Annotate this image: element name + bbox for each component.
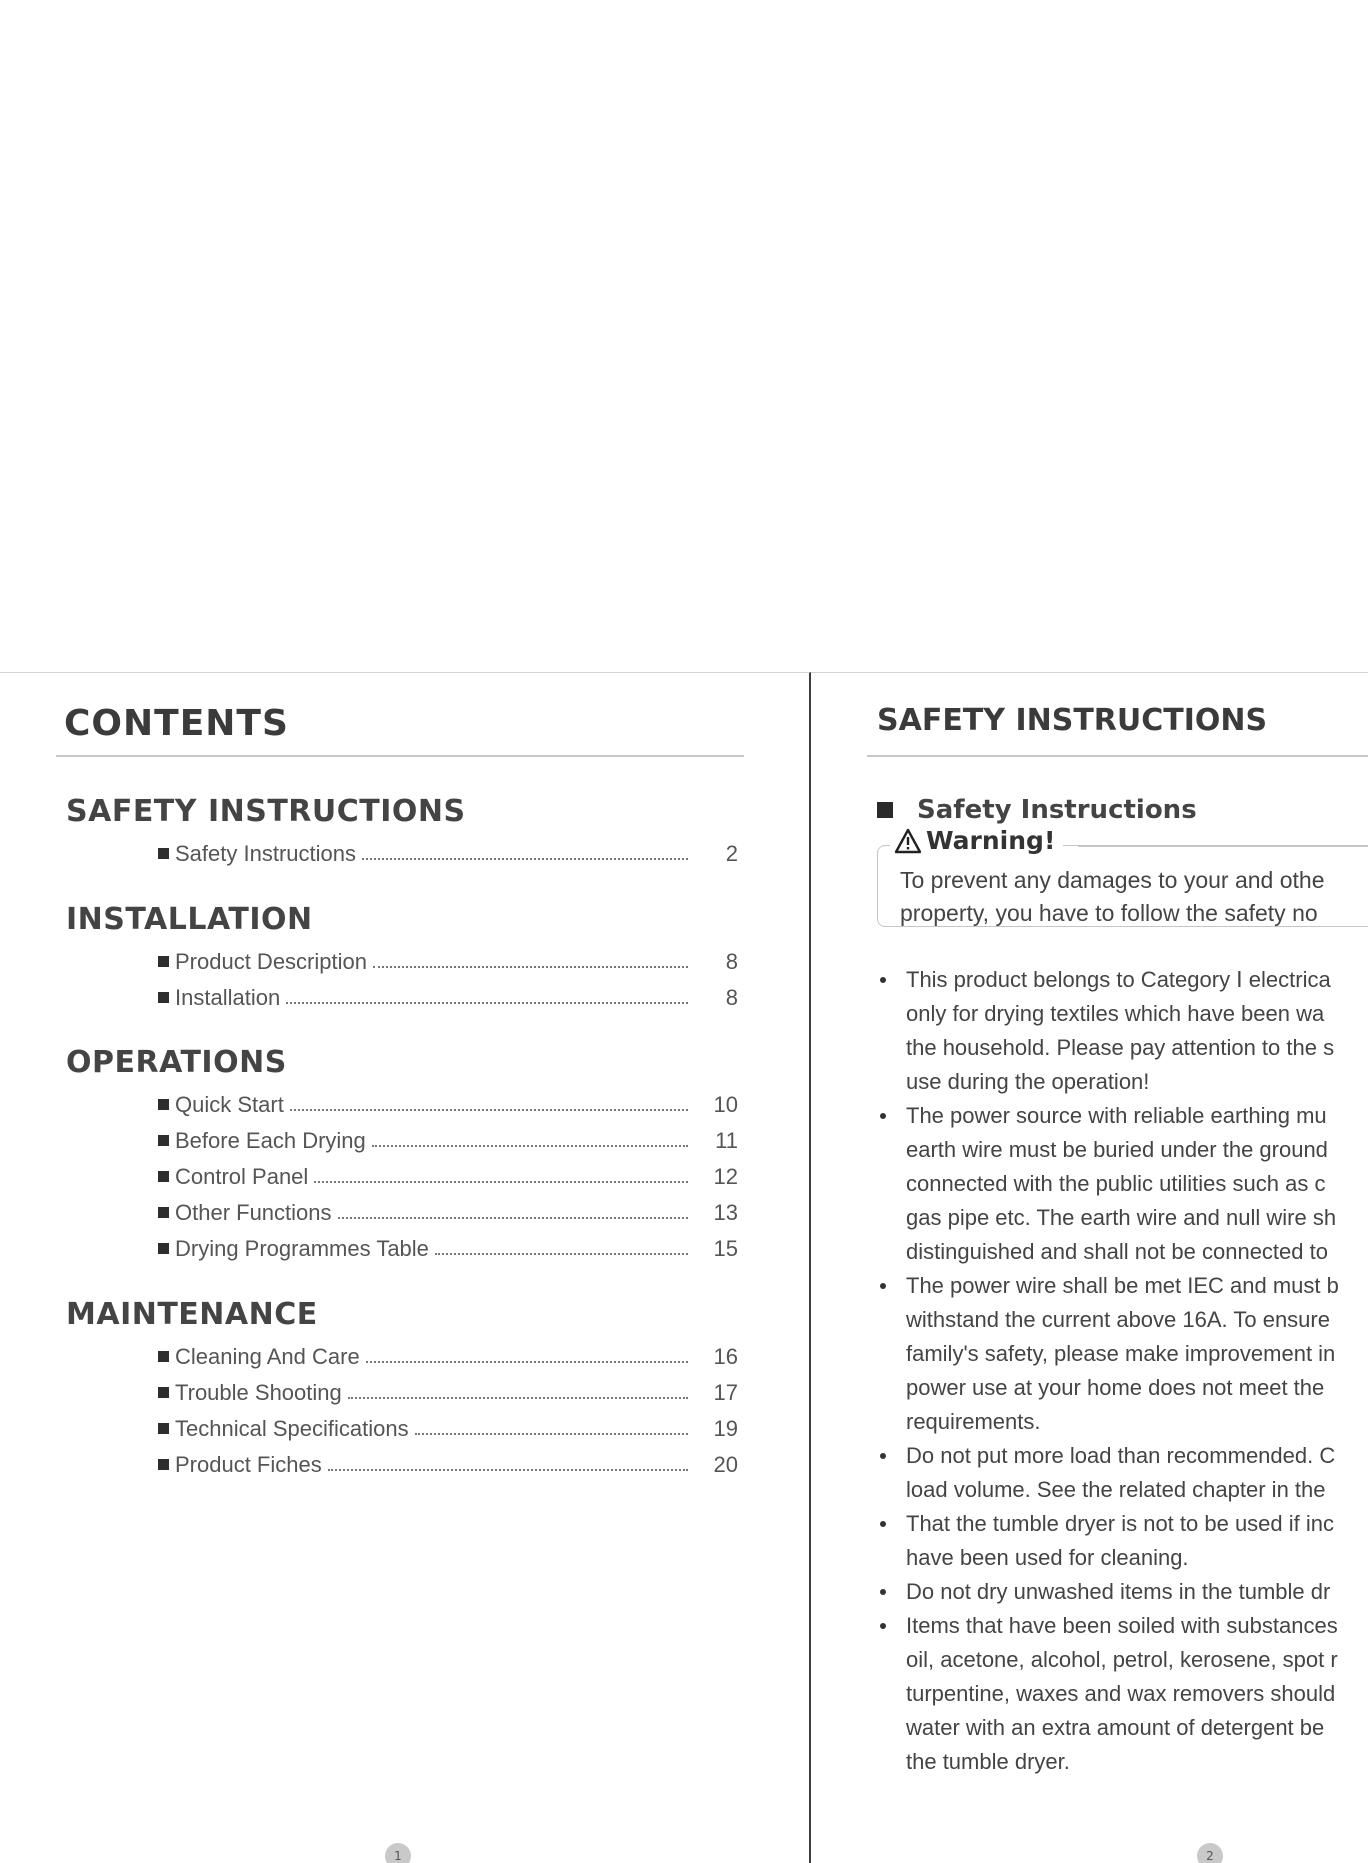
toc-item-other-functions[interactable]: Other Functions 13	[158, 1196, 738, 1226]
toc-item-cleaning-and-care[interactable]: Cleaning And Care 16	[158, 1340, 738, 1370]
contents-title: CONTENTS	[64, 703, 289, 744]
square-bullet-icon	[158, 956, 169, 967]
toc-item-trouble-shooting[interactable]: Trouble Shooting 17	[158, 1376, 738, 1406]
square-bullet-icon	[158, 1099, 169, 1110]
list-item: The power source with reliable earthing mu earth wire must be buried under the ground connected with the public utilities such as c gas pipe etc. The earth wire and null wire sh distinguished and shall not be connected to	[875, 1099, 1339, 1269]
safety-subheading: Safety Instructions	[877, 795, 1197, 825]
title-rule	[867, 755, 1368, 757]
warning-rule	[1078, 846, 1368, 847]
toc-item-safety-instructions[interactable]: Safety Instructions 2	[158, 837, 738, 867]
square-bullet-icon	[158, 1243, 169, 1254]
square-bullet-icon	[158, 1135, 169, 1146]
page-number-badge: 2	[1197, 1843, 1223, 1863]
warning-text: To prevent any damages to your and othe property, you have to follow the safety no	[900, 867, 1325, 926]
toc-item-control-panel[interactable]: Control Panel 12	[158, 1160, 738, 1190]
toc-item-product-fiches[interactable]: Product Fiches 20	[158, 1448, 738, 1478]
square-bullet-icon	[158, 992, 169, 1003]
toc-item-quick-start[interactable]: Quick Start 10	[158, 1088, 738, 1118]
list-item: Items that have been soiled with substances oil, acetone, alcohol, petrol, kerosene, spot r turpentine, waxes and wax removers should water with an extra amount of detergent be the tumble dryer.	[875, 1609, 1339, 1779]
dot-leader	[415, 1433, 688, 1435]
toc-item-drying-programmes-table[interactable]: Drying Programmes Table 15	[158, 1232, 738, 1262]
list-item: Do not put more load than recommended. C load volume. See the related chapter in the	[875, 1439, 1339, 1507]
list-item: This product belongs to Category Ⅰ electrica only for drying textiles which have been wa the household. Please pay attention to the s use during the operation!	[875, 963, 1339, 1099]
safety-title: SAFETY INSTRUCTIONS	[877, 703, 1268, 738]
toc-item-technical-specifications[interactable]: Technical Specifications 19	[158, 1412, 738, 1442]
dot-leader	[373, 966, 688, 968]
square-bullet-icon	[158, 1351, 169, 1362]
square-bullet-icon	[877, 802, 893, 818]
toc-item-installation[interactable]: Installation 8	[158, 981, 738, 1011]
square-bullet-icon	[158, 848, 169, 859]
list-item: That the tumble dryer is not to be used if inc have been used for cleaning.	[875, 1507, 1339, 1575]
safety-bullet-list	[875, 963, 1339, 1779]
square-bullet-icon	[158, 1171, 169, 1182]
dot-leader	[348, 1397, 688, 1399]
dot-leader	[362, 858, 688, 860]
title-rule	[56, 755, 744, 757]
square-bullet-icon	[158, 1387, 169, 1398]
warning-triangle-icon	[894, 828, 922, 854]
list-item: The power wire shall be met IEC and must b withstand the current above 16A. To ensure family's safety, please make improvement in power use at your home does not meet the requirements.	[875, 1269, 1339, 1439]
dot-leader	[366, 1361, 688, 1363]
section-heading-installation: INSTALLATION	[66, 902, 313, 937]
page-number-badge: 1	[385, 1843, 411, 1863]
dot-leader	[290, 1109, 688, 1111]
warning-header: Warning!	[890, 826, 1063, 855]
dot-leader	[314, 1181, 688, 1183]
list-item: Do not dry unwashed items in the tumble dr	[875, 1575, 1339, 1609]
square-bullet-icon	[158, 1207, 169, 1218]
dot-leader	[286, 1002, 688, 1004]
dot-leader	[328, 1469, 688, 1471]
safety-instructions-page	[811, 672, 1368, 1863]
dot-leader	[338, 1217, 688, 1219]
square-bullet-icon	[158, 1423, 169, 1434]
contents-page	[0, 672, 811, 1863]
dot-leader	[435, 1253, 688, 1255]
toc-item-product-description[interactable]: Product Description 8	[158, 945, 738, 975]
toc-item-before-each-drying[interactable]: Before Each Drying 11	[158, 1124, 738, 1154]
section-heading-safety: SAFETY INSTRUCTIONS	[66, 794, 466, 829]
warning-box	[877, 826, 1368, 927]
section-heading-maintenance: MAINTENANCE	[66, 1297, 318, 1332]
section-heading-operations: OPERATIONS	[66, 1045, 287, 1080]
square-bullet-icon	[158, 1459, 169, 1470]
dot-leader	[372, 1145, 688, 1147]
